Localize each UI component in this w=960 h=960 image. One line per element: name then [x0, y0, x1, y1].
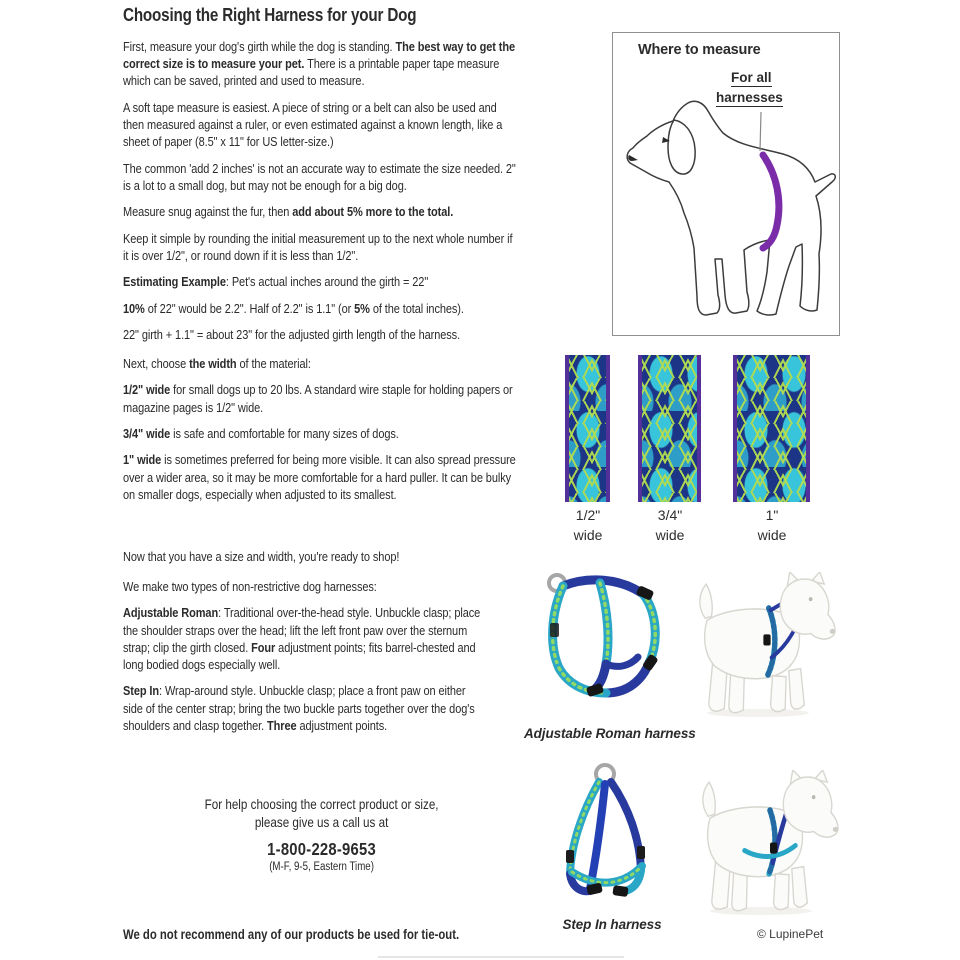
webbing-size: 1/2" [575, 507, 601, 523]
intro-section [123, 5, 520, 352]
webbing-unit: wide [573, 526, 603, 543]
width-half-inch-paragraph: 1/2" wide for small dogs up to 20 lbs. A standard wire staple for holding papers or magazine pages is 1/2" wide. [123, 382, 513, 415]
harness-types-section [123, 578, 485, 743]
intro-paragraph: The common 'add 2 inches' is not an accurate way to estimate the size needed. 2" is a lot to a small dog, but may not be enough for a big dog. [123, 160, 516, 193]
dog-front-leg [774, 874, 789, 910]
dog-front-leg [789, 669, 804, 709]
roman-harness-photo [540, 568, 674, 714]
roman-harness-caption: Adjustable Roman harness [524, 726, 696, 741]
contact-help-line: For help choosing the correct product or size, [204, 797, 439, 812]
stepin-harness-caption: Step In harness [562, 917, 662, 932]
contact-call-line: please give us a call us at [254, 815, 389, 830]
webbing-sample-half-inch [565, 355, 610, 502]
intro-paragraph: First, measure your dog's girth while the dog is standing. The best way to get the correct size is to measure your pet. There is a printable paper tape measure which can be saved, printed and used to measure. [123, 39, 516, 89]
step-in-paragraph: Step In: Wrap-around style. Unbuckle clasp; place a front paw on either side of the center strap; bring the two buckle parts together over the dog's shoulders and clasp together. Three adjustment points. [123, 683, 475, 733]
webbing-sample-one-inch [733, 355, 810, 502]
strap-slide-icon [637, 846, 645, 859]
estimating-example-line: 10% of 22" would be 2.2". Half of 2.2" is 1.1" (or 5% of the total inches). [123, 300, 464, 316]
tie-out-warning: We do not recommend any of our products be used for tie-out. [123, 927, 460, 942]
buckle-icon [770, 842, 777, 853]
buckle-icon [612, 885, 628, 897]
strap-slide-icon [566, 850, 574, 863]
dog-front-leg [771, 676, 786, 712]
faint-divider [378, 956, 624, 958]
dog-rear-leg [729, 673, 744, 713]
phone-hours: (M-F, 9-5, Eastern Time) [269, 861, 374, 873]
webbing-label-half-inch [548, 506, 628, 545]
where-to-measure-box [612, 32, 840, 336]
copyright-notice: © LupinePet [757, 927, 824, 941]
width-section [123, 355, 520, 512]
page-title: Choosing the Right Harness for your Dog [123, 5, 417, 25]
webbing-label-three-quarter-inch [630, 506, 710, 545]
dog-eye [809, 597, 813, 601]
callout-for-all: For all [731, 70, 772, 85]
callout-pointer-line [760, 112, 761, 151]
webbing-size: 3/4" [657, 507, 683, 523]
adjustable-roman-paragraph: Adjustable Roman: Traditional over-the-head style. Unbuckle clasp; place the shoulder straps over the head; lift the left front paw over the sternum strap; clip the girth closed. Four adjustment points; fits barrel-chested and long bodied dogs especially well. [123, 605, 481, 672]
estimating-example-line: Estimating Example: Pet's actual inches around the girth = 22" [123, 274, 429, 290]
dog-rear-leg [732, 871, 747, 911]
roman-dog-photo [687, 572, 837, 718]
intro-paragraph: Keep it simple by rounding the initial measurement up to the next whole number if it is over 1/2", or round down if it is less than 1/2". [123, 230, 513, 263]
contact-block [123, 796, 520, 873]
width-one-inch-paragraph: 1" wide is sometimes preferred for being more visible. It can also spread pressure over a wider area, so it may be more comfortable for a hard puller. It can be bulky on smaller dogs, especially when adjusted to its smallest. [123, 452, 516, 502]
dog-tail [703, 782, 715, 816]
webbing-sample-three-quarter-inch [638, 355, 701, 502]
types-intro-line: We make two types of non-restrictive dog harnesses: [123, 579, 377, 594]
dog-nose [833, 827, 838, 832]
dog-nose [830, 629, 835, 634]
measure-dog-illustration [613, 33, 839, 335]
intro-paragraph: Measure snug against the fur, then add about 5% more to the total. [123, 204, 454, 220]
width-three-quarter-paragraph: 3/4" wide is safe and comfortable for many sizes of dogs. [123, 425, 399, 441]
intro-paragraph: A soft tape measure is easiest. A piece of string or a belt can also be used and then measured against a ruler, or even estimated against a known length, like a sheet of paper (8.5" x 11" for US letter-size.) [123, 99, 503, 150]
strap-slide-icon [550, 623, 559, 637]
dog-tail [700, 584, 712, 618]
webbing-size: 1" [765, 507, 779, 523]
callout-harnesses: harnesses [716, 90, 783, 105]
stepin-harness-photo [545, 762, 663, 912]
buckle-icon [763, 634, 770, 645]
dog-outline [627, 101, 835, 315]
width-intro-line: Next, choose the width of the material: [123, 356, 311, 371]
webbing-unit: wide [655, 526, 685, 543]
stepin-dog-photo [690, 770, 840, 916]
ready-to-shop-line: Now that you have a size and width, you're ready to shop! [123, 549, 400, 564]
webbing-unit: wide [757, 526, 787, 543]
webbing-label-one-inch [732, 506, 812, 545]
dog-front-leg [792, 867, 807, 907]
phone-number: 1-800-228-9653 [267, 839, 376, 859]
dog-eye [812, 795, 816, 799]
estimating-example-line: 22" girth + 1.1" = about 23" for the adjusted girth length of the harness. [123, 326, 461, 342]
measure-box-title: Where to measure [638, 42, 761, 58]
